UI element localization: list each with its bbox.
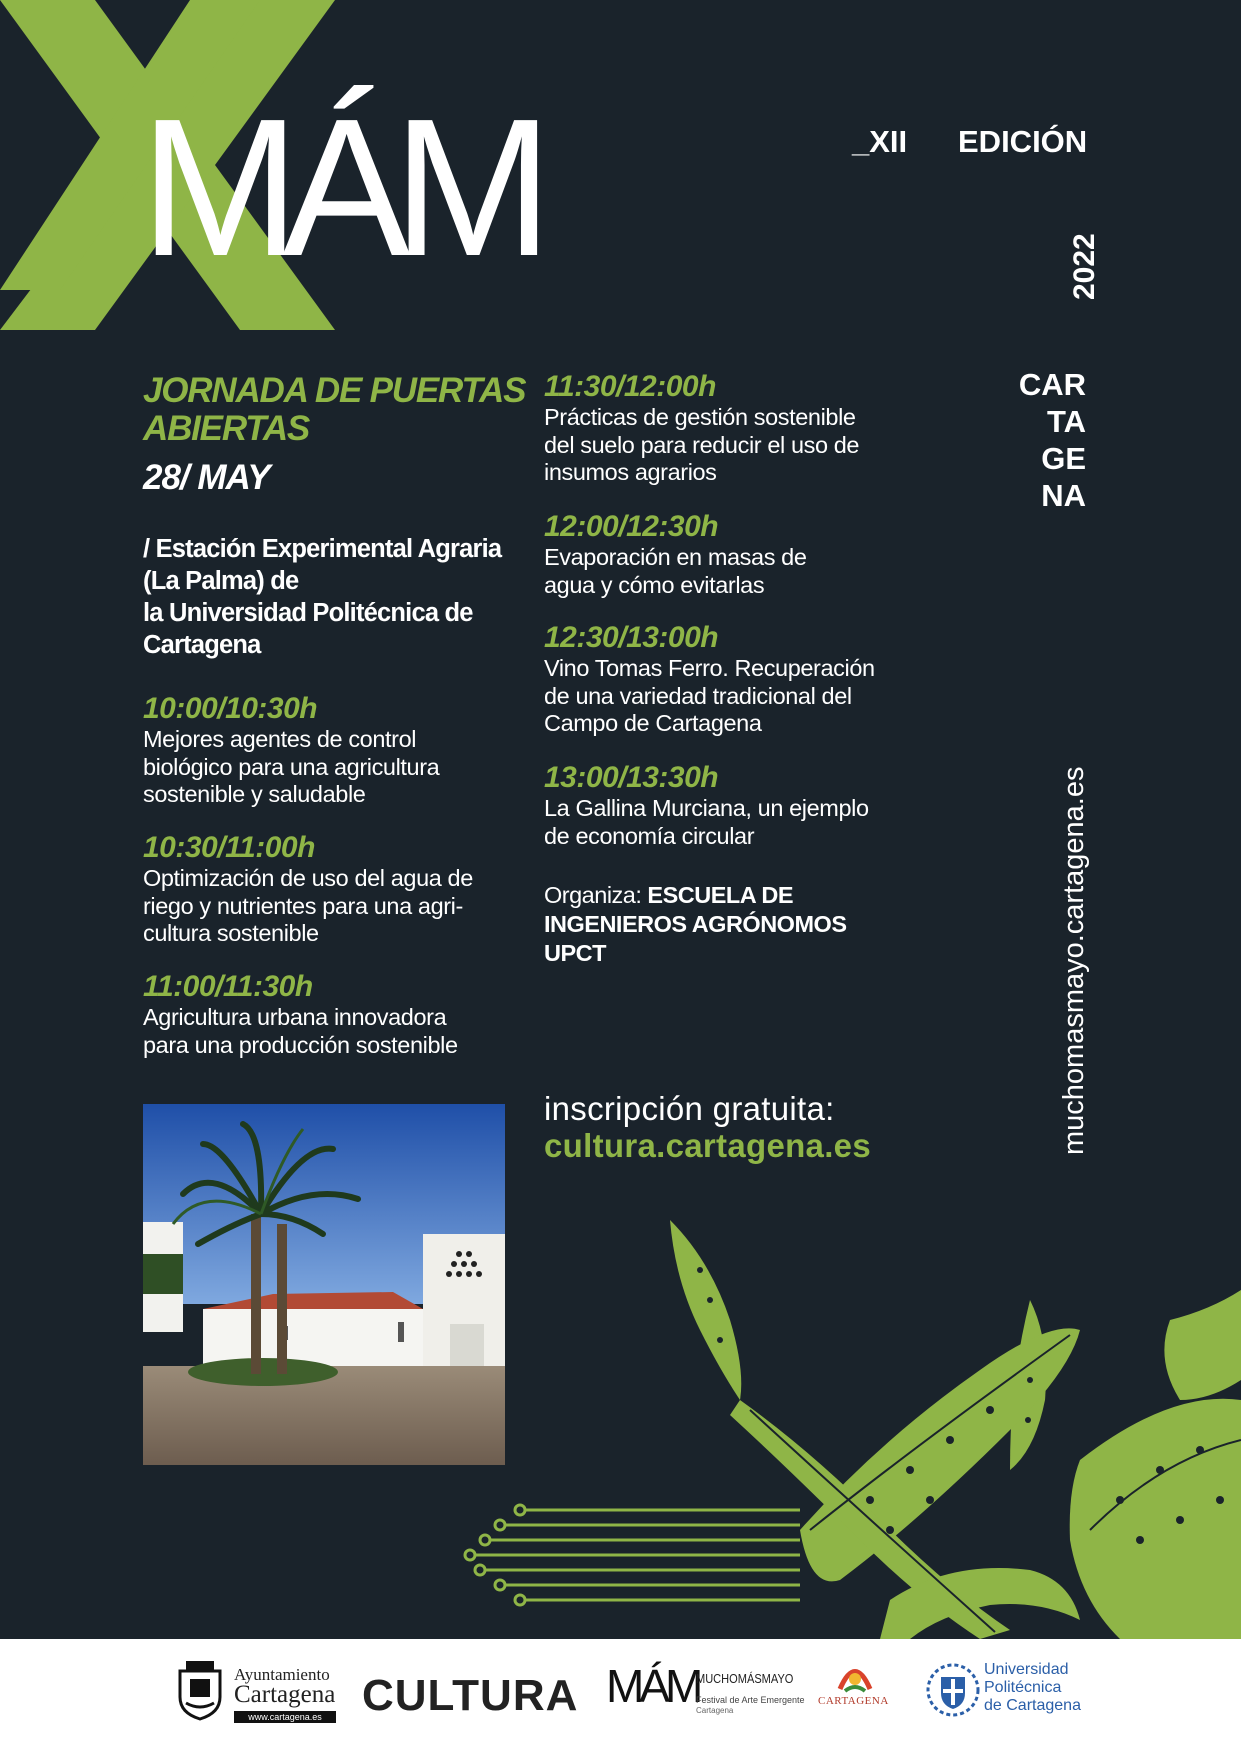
schedule-desc-line: insumos agrarios [544, 459, 717, 485]
schedule-desc-line: Agricultura urbana innovadora [143, 1004, 447, 1030]
mam-footer-sub2: Cartagena [696, 1706, 734, 1715]
schedule-item [143, 831, 523, 948]
city-line: NA [1041, 478, 1086, 513]
schedule-item [143, 970, 523, 1059]
botanical-illustration [650, 1200, 1241, 1639]
ayto-line1: Ayuntamiento [234, 1665, 330, 1684]
event-title [143, 372, 525, 448]
organizer-line: INGENIEROS AGRÓNOMOS [544, 911, 847, 937]
organizer-line: UPCT [544, 940, 606, 966]
schedule-desc-line: sostenible y saludable [143, 781, 366, 807]
schedule-item [544, 510, 944, 599]
event-title-line: JORNADA DE PUERTAS [143, 371, 526, 410]
schedule-desc-line: riego y nutrientes para una agri- [143, 892, 463, 919]
city-line: CAR [1018, 367, 1086, 402]
venue-line: / Estación Experimental Agraria [143, 535, 502, 563]
city-line: GE [1041, 441, 1086, 476]
schedule-desc-line: Mejores agentes de control [143, 726, 417, 752]
schedule-desc-line: Optimización de uso del agua de [143, 865, 473, 891]
schedule-item [544, 370, 944, 487]
venue-line: Cartagena [143, 631, 261, 659]
upct-line: Universidad [984, 1661, 1069, 1678]
building-photo [143, 1104, 505, 1465]
venue [143, 533, 523, 661]
schedule-item [544, 761, 944, 850]
upct-line: de Cartagena [984, 1697, 1081, 1714]
edition-number: _XII [852, 124, 908, 159]
ayto-web: www.cartagena.es [234, 1711, 336, 1723]
schedule-desc-line: para una producción sostenible [143, 1031, 458, 1058]
schedule-desc-line: Evaporación en masas de [544, 544, 807, 570]
edition-label: EDICIÓN [958, 124, 1088, 159]
schedule-desc-line: de una variedad tradicional del [544, 682, 852, 709]
cultura-logo: CULTURA [362, 1671, 579, 1720]
schedule-time: 10:00/10:30h [143, 692, 318, 725]
cartagena-tourism-icon [830, 1659, 880, 1695]
schedule-time: 13:00/13:30h [544, 761, 719, 794]
schedule-desc-line: La Gallina Murciana, un ejemplo [544, 795, 869, 821]
schedule-desc-line: cultura sostenible [143, 920, 319, 946]
cartagena-crest-icon [172, 1657, 228, 1721]
schedule-item [544, 621, 944, 738]
schedule-item [143, 692, 523, 809]
website-vertical[interactable]: muchomasmayo.cartagena.es [1058, 766, 1090, 1155]
upct-line: Politécnica [984, 1679, 1062, 1696]
schedule-time: 11:00/11:30h [143, 970, 313, 1003]
registration-link[interactable]: cultura.cartagena.es [544, 1127, 871, 1164]
city-line: TA [1046, 404, 1086, 439]
upct-shield-icon [926, 1663, 980, 1717]
footer-logos [0, 1639, 1241, 1754]
event-title-line: ABIERTAS [143, 409, 310, 448]
mam-footer-name: MUCHOMÁSMAYO [696, 1671, 794, 1686]
schedule-desc-line: de economía circular [544, 822, 755, 849]
cartagena-tourism-logo: CARTAGENA [818, 1695, 889, 1707]
schedule-desc-line: biológico para una agricultura [143, 753, 440, 780]
schedule-time: 12:30/13:00h [544, 621, 719, 654]
schedule-time: 11:30/12:00h [544, 370, 716, 403]
schedule-time: 10:30/11:00h [143, 831, 315, 864]
schedule-desc-line: Vino Tomas Ferro. Recuperación [544, 655, 875, 681]
schedule-desc-line: agua y cómo evitarlas [544, 571, 765, 598]
organizer [544, 881, 944, 968]
venue-line: la Universidad Politécnica de [143, 599, 473, 627]
upct-name [984, 1661, 1081, 1715]
mam-logo: MÁM [140, 78, 536, 297]
event-date: 28/ MAY [143, 458, 270, 497]
ayto-line2: Cartagena [234, 1681, 336, 1708]
organizer-line: ESCUELA DE [647, 882, 794, 908]
city-stack [1019, 366, 1086, 514]
registration-label: inscripción gratuita: [544, 1090, 835, 1127]
schedule-desc-line: del suelo para reducir el uso de [544, 431, 860, 458]
mam-footer-sub1: Festival de Arte Emergente [696, 1695, 805, 1705]
year-label: 2022 [1068, 233, 1101, 300]
venue-line: (La Palma) de [143, 567, 299, 595]
mam-footer-logo: MÁM [606, 1660, 699, 1712]
schedule-time: 12:00/12:30h [544, 510, 719, 543]
schedule-desc-line: Campo de Cartagena [544, 710, 762, 736]
schedule-desc-line: Prácticas de gestión sostenible [544, 404, 856, 430]
organizer-label: Organiza: [544, 882, 642, 908]
